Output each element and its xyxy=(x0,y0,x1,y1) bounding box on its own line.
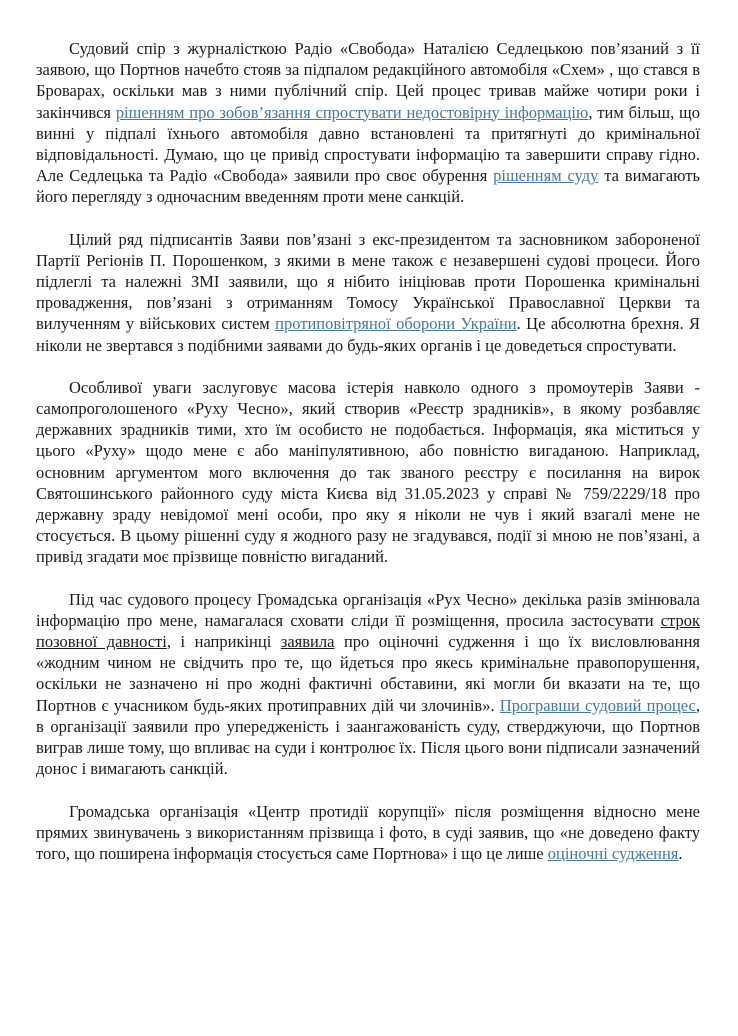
paragraph-2 xyxy=(36,229,700,356)
paragraph-3 xyxy=(36,377,700,568)
hyperlink[interactable]: рішенням про зобов’язання спростувати недостовірну інформацію xyxy=(115,102,589,122)
text-run: . Це абсолютна брехня. Я ніколи не звертався з подібними заявами до будь-яких органів і це доведеться спростувати. xyxy=(36,314,700,355)
underlined-text: строк позовної давності xyxy=(36,610,700,652)
text-run: . xyxy=(678,843,683,863)
text-run: Судовий спір з журналісткою Радіо «Свобода» Наталією Седлецькою пов’язаний з її заявою, що Портнов начебто стояв за підпалом редакційного автомобіля «Схем» , що стався в Броварах, оскільки мав з ними публічний спір. Цей процес тривав майже чотири роки і закінчився xyxy=(36,39,700,122)
hyperlink[interactable]: рішенням суду xyxy=(493,166,599,186)
document-body xyxy=(36,38,700,864)
text-run: , в організації заявили про упередженість і заангажованість суду, стверджуючи, що Портнов виграв лише тому, що впливає на суди і контролює їх. Після цього вони підписали зазначений донос і вимагають санкцій. xyxy=(36,695,700,779)
underlined-text: заявила xyxy=(280,632,335,652)
text-run: , тим більш, що винні у підпалі їхнього автомобіля давно встановлені та притягнуті до кримінальної відповідальності. Думаю, що це привід спростувати інформацію та завершити справу гідно. Але Седлецька та Радіо «Свобода» заявили про своє обурення xyxy=(36,102,700,186)
text-run: Громадська організація «Центр протидії корупції» після розміщення відносно мене прямих звинувачень з використанням прізвища і фото, в суді заявив, що «не доведено факту того, що поширена інформація стосується саме Портнова» і що це лише xyxy=(36,801,700,863)
hyperlink[interactable]: протиповітряної оборони України xyxy=(275,314,517,334)
text-run: Особливої уваги заслуговує масова істерія навколо одного з промоутерів Заяви - самопроголошеного «Руху Чесно», який створив «Реєстр зрадників», в якому розбавляє державних зрадників тими, хто їм особисто не подобається. Інформація, яка міститься у цього «Руху» щодо мене є або маніпулятивною, або повністю вигаданою. Наприклад, основним аргументом мого включення до так званого реєстру є посилання на вирок Святошинського районного суду міста Києва від 31.05.2023 у справі № 759/2229/18 про державну зраду невідомої мені особи, про яку я ніколи не чув і який взагалі мене не стосується. В цьому рішенні суду я жодного разу не згадувався, події зі мною не пов’язані, а привід згадати моє прізвище повністю вигаданий. xyxy=(36,377,700,567)
text-run: та вимагають його перегляду з одночасним введенням проти мене санкцій. xyxy=(36,166,700,207)
text-run: про оціночні судження і що їх висловлювання «жодним чином не свідчить про те, що йдеться про якесь кримінальне правопорушення, оскільки не зазначено ні про жодні фактичні обставини, які могли би вказати на те, що Портнов є учасником будь-яких протиправних дій чи злочинів». xyxy=(36,632,700,715)
text-run: Цілий ряд підписантів Заяви пов’язані з екс-президентом та засновником забороненої Партії Регіонів П. Порошенком, з якими в мене також є незавершені судові процеси. Його підлеглі та належні ЗМІ заявили, що я нібито ініціював проти Порошенка кримінальні провадження, пов’язані з отриманням Томосу Української Православної Церкви та вилученням у військових систем xyxy=(36,229,700,334)
text-run: , і наприкінці xyxy=(166,632,281,652)
paragraph-5 xyxy=(36,801,700,865)
hyperlink[interactable]: оціночні судження xyxy=(547,843,679,863)
paragraph-1 xyxy=(36,38,700,208)
text-run: Під час судового процесу Громадська організація «Рух Чесно» декілька разів змінювала інформацію про мене, намагалася сховати сліди її розміщення, просила застосувати xyxy=(36,589,700,630)
paragraph-4 xyxy=(36,589,700,780)
hyperlink[interactable]: Програвши судовий процес xyxy=(499,695,696,715)
